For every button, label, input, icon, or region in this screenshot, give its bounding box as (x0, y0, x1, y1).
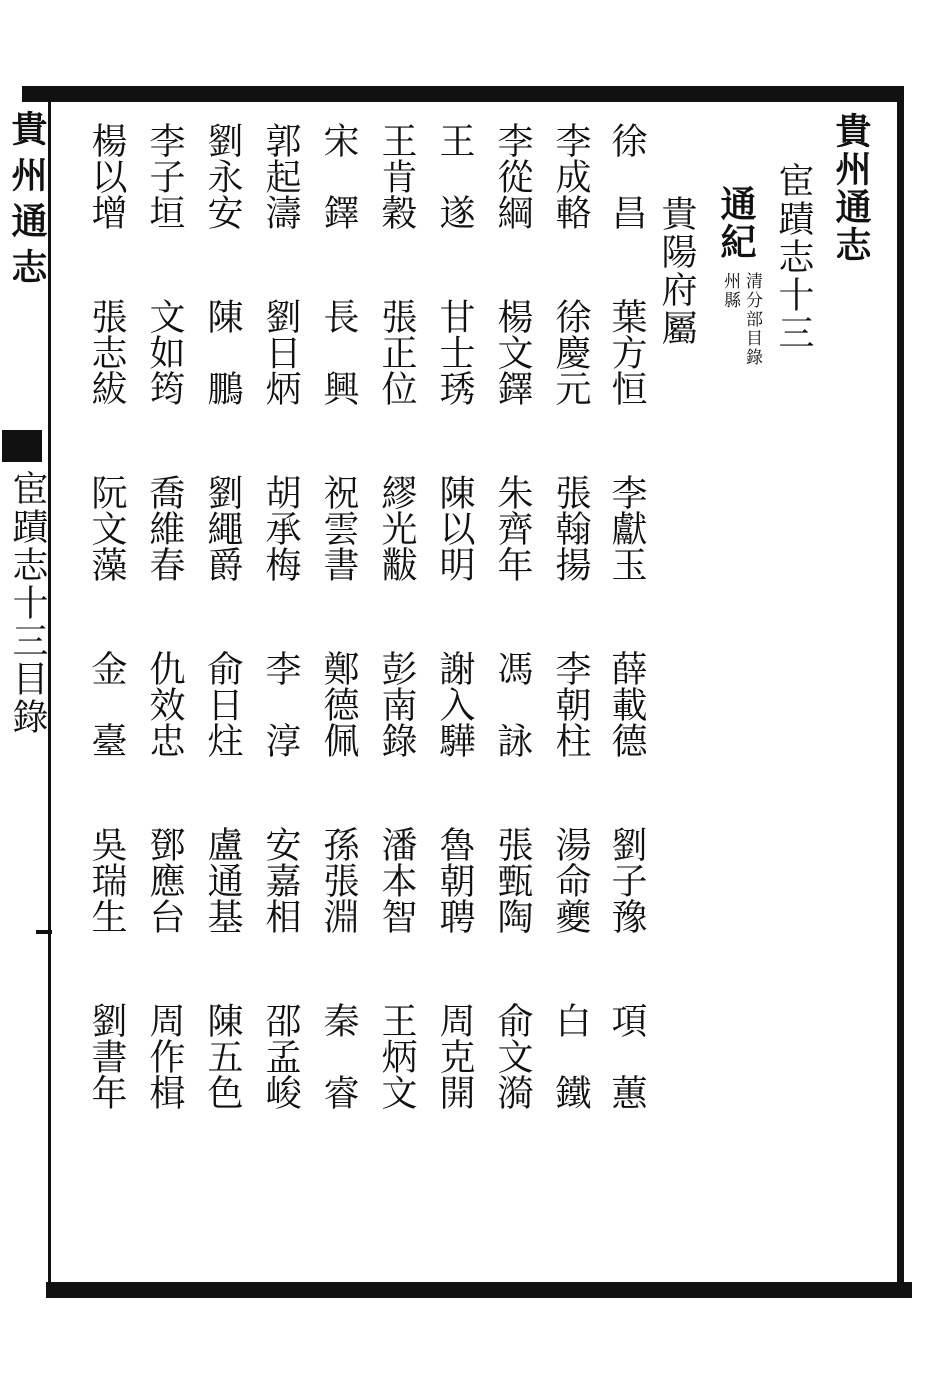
official-name: 張志紱 (86, 298, 127, 406)
name-column (250, 0, 310, 1380)
section-note-line2: 州縣 (720, 272, 740, 310)
margin-caption: 宦蹟志十三目錄 (7, 470, 48, 736)
name-column (76, 0, 136, 1380)
official-name: 張正位 (376, 298, 417, 406)
book-title: 貴州通志 (830, 112, 872, 264)
official-name: 繆光黻 (376, 474, 417, 582)
official-name: 鄭德佩 (318, 650, 359, 758)
official-name: 周克開 (434, 1002, 475, 1110)
official-name: 楊文鐸 (492, 298, 533, 406)
official-name: 徐 昌 (606, 122, 647, 230)
official-name: 盧通基 (202, 826, 243, 934)
official-name: 陳以明 (434, 474, 475, 582)
official-name: 劉繩爵 (202, 474, 243, 582)
name-column (192, 0, 252, 1380)
official-name: 安嘉相 (260, 826, 301, 934)
official-name: 薛載德 (606, 650, 647, 758)
name-column (308, 0, 368, 1380)
section-note-line1: 清分部目錄 (742, 272, 762, 367)
official-name: 葉方恒 (606, 298, 647, 406)
name-column (134, 0, 194, 1380)
name-column (424, 0, 484, 1380)
official-name: 湯命夔 (550, 826, 591, 934)
official-name: 楊以增 (86, 122, 127, 230)
official-name: 仇效忠 (144, 650, 185, 758)
official-name: 金 臺 (86, 650, 127, 758)
official-name: 王 遂 (434, 122, 475, 230)
official-name: 劉永安 (202, 122, 243, 230)
name-column (366, 0, 426, 1380)
prefecture-heading: 貴陽府屬 (656, 195, 697, 347)
official-name: 孫張淵 (318, 826, 359, 934)
name-column (596, 0, 656, 1380)
official-name: 徐慶元 (550, 298, 591, 406)
official-name: 甘士琇 (434, 298, 475, 406)
official-name: 李 淳 (260, 650, 301, 758)
volume-title: 宦蹟志十三 (773, 162, 814, 352)
official-name: 俞文漪 (492, 1002, 533, 1110)
official-name: 朱齊年 (492, 474, 533, 582)
margin-title: 貴州通志 (6, 110, 48, 294)
official-name: 文如筠 (144, 298, 185, 406)
official-name: 胡承梅 (260, 474, 301, 582)
official-name: 阮文藻 (86, 474, 127, 582)
official-name: 張甄陶 (492, 826, 533, 934)
official-name: 潘本智 (376, 826, 417, 934)
official-name: 陳五色 (202, 1002, 243, 1110)
official-name: 謝入驊 (434, 650, 475, 758)
right-border (897, 86, 904, 1296)
official-name: 郭起濤 (260, 122, 301, 230)
official-name: 長 興 (318, 298, 359, 406)
official-name: 秦 睿 (318, 1002, 359, 1110)
official-name: 俞日炷 (202, 650, 243, 758)
official-name: 李獻玉 (606, 474, 647, 582)
official-name: 吳瑞生 (86, 826, 127, 934)
official-name: 彭南錄 (376, 650, 417, 758)
official-name: 張翰揚 (550, 474, 591, 582)
name-column (482, 0, 542, 1380)
official-name: 王肯穀 (376, 122, 417, 230)
official-name: 周作楫 (144, 1002, 185, 1110)
official-name: 王炳文 (376, 1002, 417, 1110)
official-name: 劉書年 (86, 1002, 127, 1110)
official-name: 項 蕙 (606, 1002, 647, 1110)
official-name: 鄧應台 (144, 826, 185, 934)
official-name: 李從綱 (492, 122, 533, 230)
official-name: 喬維春 (144, 474, 185, 582)
name-column (540, 0, 600, 1380)
section-title: 通紀 (715, 185, 757, 261)
official-name: 劉日炳 (260, 298, 301, 406)
official-name: 陳 鵬 (202, 298, 243, 406)
official-name: 白 鐵 (550, 1002, 591, 1110)
official-name: 祝雲書 (318, 474, 359, 582)
official-name: 李朝柱 (550, 650, 591, 758)
official-name: 李子垣 (144, 122, 185, 230)
official-name: 魯朝聘 (434, 826, 475, 934)
official-name: 邵孟峻 (260, 1002, 301, 1110)
official-name: 馮 詠 (492, 650, 533, 758)
margin-page-mark (36, 930, 52, 934)
official-name: 劉子豫 (606, 826, 647, 934)
official-name: 李成輅 (550, 122, 591, 230)
official-name: 宋 鐸 (318, 122, 359, 230)
margin-fishtail (2, 430, 42, 462)
